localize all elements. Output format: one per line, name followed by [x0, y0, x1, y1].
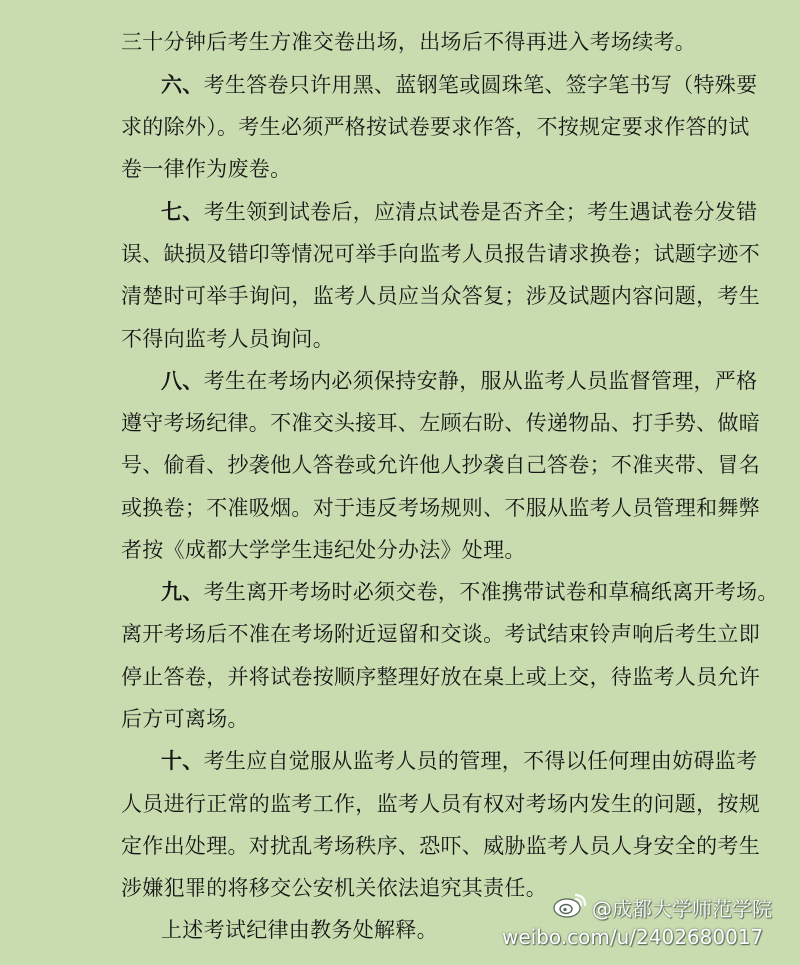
rule-number: 六、	[161, 72, 204, 97]
rule-number: 十、	[161, 748, 204, 773]
text-line: 三十分钟后考生方准交卷出场，出场后不得再进入考场续考。	[121, 30, 697, 54]
text-line: 卷一律作为废卷。	[121, 157, 292, 181]
text-line: 不得向监考人员询问。	[121, 327, 334, 351]
rule-6-heading-line: 六、考生答卷只许用黑、蓝钢笔或圆珠笔、签字笔书写（特殊要	[161, 72, 758, 97]
text-line: 涉嫌犯罪的将移交公安机关依法追究其责任。	[121, 876, 547, 900]
watermark-account-name: @成都大学师范学院	[592, 897, 772, 921]
text-line: 后方可离场。	[121, 707, 249, 731]
weibo-logo-icon	[552, 891, 588, 919]
text-line: 或换卷；不准吸烟。对于违反考场规则、不服从监考人员管理和舞弊	[121, 496, 760, 520]
rule-9-heading-line: 九、考生离开考场时必须交卷，不准携带试卷和草稿纸离开考场。	[161, 579, 779, 604]
text-line: 号、偷看、抄袭他人答卷或允许他人抄袭自己答卷；不准夹带、冒名	[121, 453, 760, 477]
text-line: 遵守考场纪律。不准交头接耳、左顾右盼、传递物品、打手势、做暗	[121, 411, 760, 435]
rule-number: 九、	[161, 579, 204, 604]
rule-number: 七、	[161, 199, 204, 224]
text-line: 人员进行正常的监考工作，监考人员有权对考场内发生的问题，按规	[121, 792, 760, 816]
rule-10-heading-line: 十、考生应自觉服从监考人员的管理，不得以任何理由妨碍监考	[161, 748, 758, 773]
text-line: 清楚时可举手询问，监考人员应当众答复；涉及试题内容问题，考生	[121, 284, 760, 308]
text-line: 者按《成都大学学生违纪处分办法》处理。	[121, 538, 526, 562]
text-line: 求的除外）。考生必须严格按试卷要求作答，不按规定要求作答的试	[121, 115, 750, 139]
text-line: 误、缺损及错印等情况可举手向监考人员报告请求换卷；试题字迹不	[121, 242, 760, 266]
weibo-watermark	[502, 891, 792, 959]
closing-note: 上述考试纪律由教务处解释。	[161, 918, 438, 942]
rule-7-heading-line: 七、考生领到试卷后，应清点试卷是否齐全；考生遇试卷分发错	[161, 199, 758, 224]
watermark-url: weibo.com/u/2402680017	[502, 925, 764, 949]
text-line: 停止答卷，并将试卷按顺序整理好放在桌上或上交，待监考人员允许	[121, 665, 760, 689]
rule-number: 八、	[161, 368, 204, 393]
text-line: 定作出处理。对扰乱考场秩序、恐吓、威胁监考人员人身安全的考生	[121, 834, 760, 858]
text-line: 离开考场后不准在考场附近逗留和交谈。考试结束铃声响后考生立即	[121, 622, 760, 646]
rule-8-heading-line: 八、考生在考场内必须保持安静，服从监考人员监督管理，严格	[161, 368, 758, 393]
